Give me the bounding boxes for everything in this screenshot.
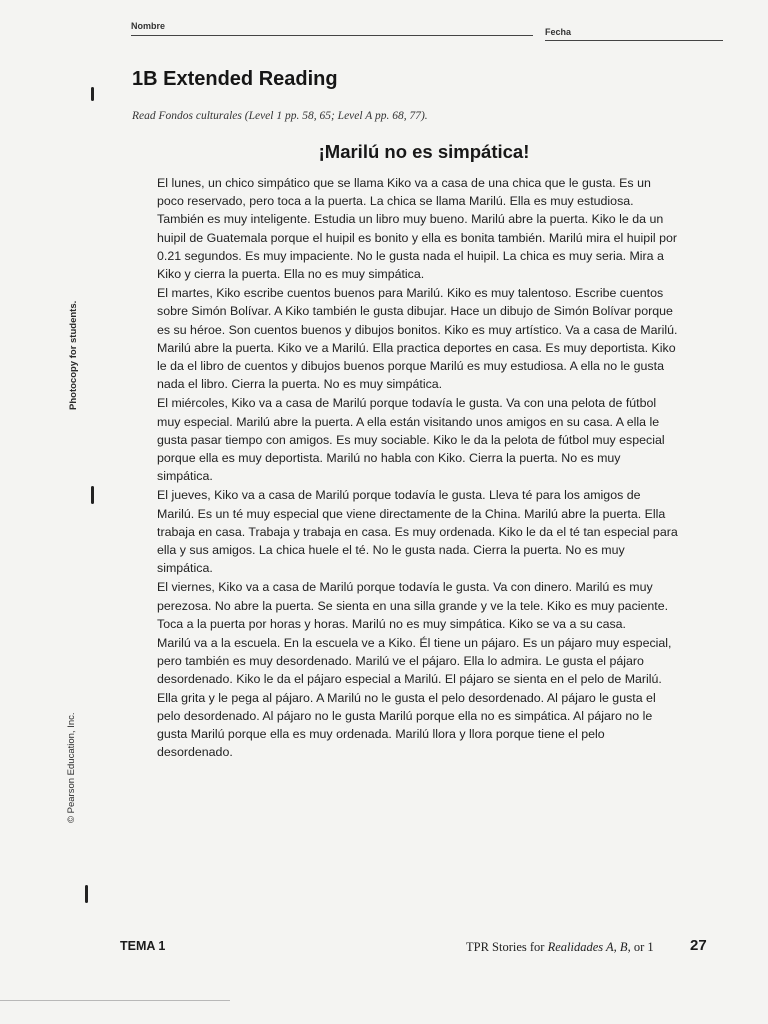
date-label: Fecha [545, 27, 572, 37]
story-paragraph: El miércoles, Kiko va a casa de Marilú porque todavía le gusta. Va con una pelota de fútbol muy especial. Marilú abre la puerta. A ella están visitando unos amigos en su casa. A ella le gusta pasar tiempo con amigos. Es muy sociable. Kiko le da la pelota de fútbol muy especial porque ella es muy deportista. Marilú no habla con Kiko. Cierra la puerta. No es muy simpática. [157, 396, 665, 484]
page-title: 1B Extended Reading [132, 68, 338, 90]
binder-mark [91, 87, 94, 101]
binder-mark [91, 486, 94, 504]
story-paragraph: El lunes, un chico simpático que se llama Kiko va a casa de una chica que le gusta. Es un poco reservado, pero toca a la puerta. La chica se llama Marilú. Ella es muy estudiosa. También es muy inteligente. Estudia un libro muy bueno. Marilú abre la puerta. Kiko le da un huipil de Guatemala porque el huipil es bonito y ella es bonita también. Marilú mira el huipil por 0.21 segundos. Es muy impaciente. No le gusta nada el huipil. La chica es muy seria. Mira a Kiko y cierra la puerta. Ella no es muy simpática. [157, 176, 678, 282]
photocopy-note: Photocopy for students. [68, 300, 79, 410]
reading-instruction: Read Fondos culturales (Level 1 pp. 58, 65; Level A pp. 68, 77). [132, 110, 428, 122]
footer-series-prefix: TPR Stories for [466, 940, 548, 954]
story-paragraph: Marilú va a la escuela. En la escuela ve a Kiko. Él tiene un pájaro. Es un pájaro muy especial, pero también es muy desordenado. Marilú ve el pájaro. Ella lo admira. Le gusta el pájaro desordenado. Kiko le da el pájaro especial a Marilú. El pájaro se sienta en el pelo de Marilú. Ella grita y le pega al pájaro. A Marilú no le gusta el pelo desordenado. Al pájaro le gusta el pelo desordenado. Al pájaro no le gusta Marilú porque ella no es simpática. Al pájaro no le gusta Marilú porque ella es muy ordenada. Marilú llora y llora porque tiene el pelo desordenado. [157, 636, 672, 760]
footer-series [466, 940, 654, 955]
date-line [545, 40, 723, 41]
story-paragraph: El jueves, Kiko va a casa de Marilú porque todavía le gusta. Lleva té para los amigos de Marilú. Es un té muy especial que viene directamente de la China. Marilú abre la puerta. Ella trabaja en casa. Trabaja y trabaja en casa. Es muy ordenada. Kiko le da el té tan especial para ella y sus amigos. La chica huele el té. No le gusta nada. Cierra la puerta. No es muy simpática. [157, 488, 678, 576]
name-label: Nombre [131, 21, 166, 31]
story-paragraph: El martes, Kiko escribe cuentos buenos para Marilú. Kiko es muy talentoso. Escribe cuentos sobre Simón Bolívar. A Kiko también le gusta dibujar. Hace un dibujo de Simón Bolívar porque es su héroe. Son cuentos buenos y dibujos bonitos. Kiko es muy artístico. Va a casa de Marilú. Marilú abre la puerta. Kiko ve a Marilú. Ella practica deportes en casa. Es muy deportista. Kiko le da el libro de cuentos y dibujos buenos porque Marilú es muy estudiosa. A ella no le gusta nada el libro. Cierra la puerta. No es muy simpática. [157, 286, 678, 392]
story-body [157, 174, 679, 762]
name-line [131, 35, 533, 36]
footer-series-suffix: or 1 [630, 940, 654, 954]
scan-edge [0, 1000, 230, 1001]
story-paragraph: El viernes, Kiko va a casa de Marilú porque todavía le gusta. Va con dinero. Marilú es muy perezosa. No abre la puerta. Se sienta en una silla grande y ve la tele. Kiko es muy paciente. Toca a la puerta por horas y horas. Marilú no es muy simpática. Kiko se va a su casa. [157, 580, 669, 631]
page-number: 27 [690, 937, 707, 954]
story-title: ¡Marilú no es simpática! [318, 141, 530, 162]
footer-tema: TEMA 1 [120, 939, 166, 953]
footer-series-title: Realidades A, B, [547, 940, 631, 954]
copyright-note: © Pearson Education, Inc. [66, 712, 77, 823]
binder-mark [85, 885, 88, 903]
